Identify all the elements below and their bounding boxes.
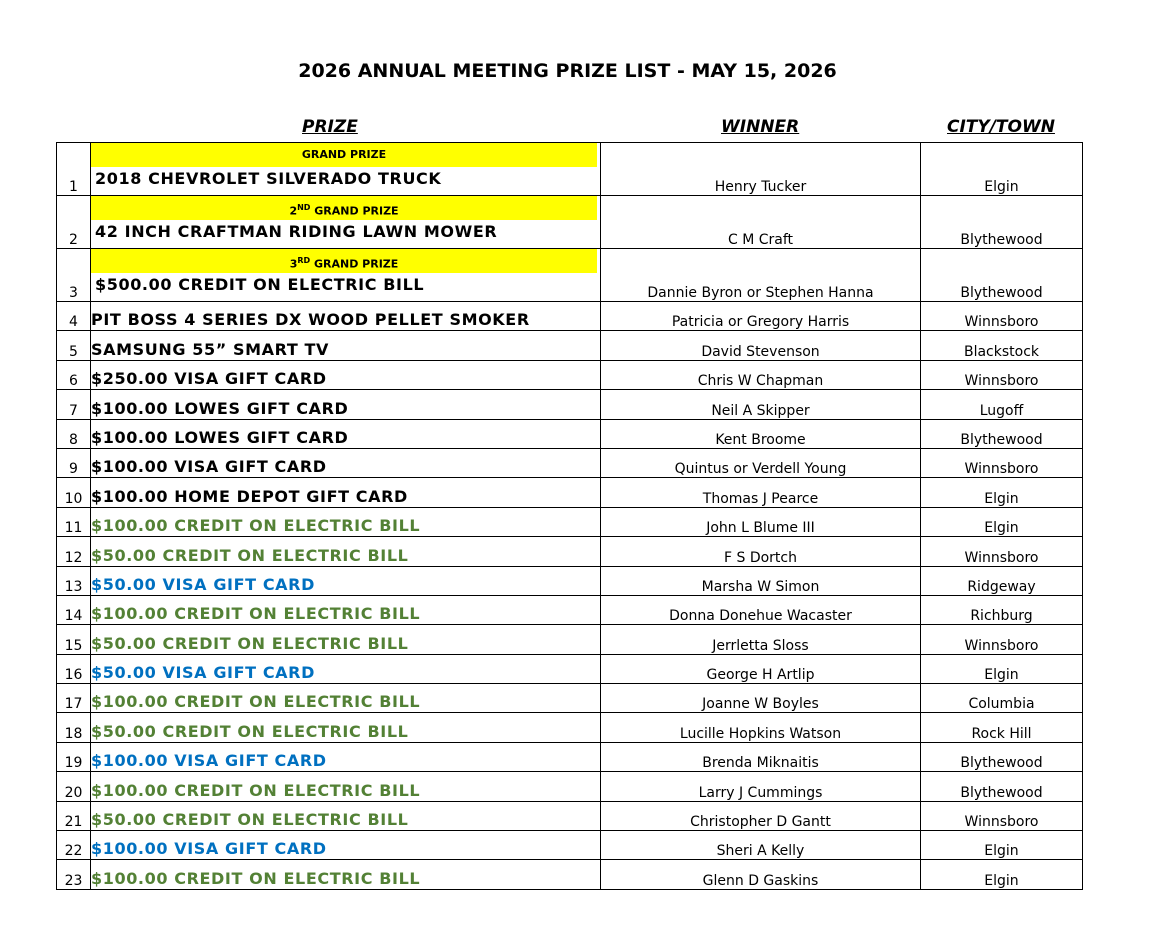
- prize-text: $100.00 CREDIT ON ELECTRIC BILL: [91, 692, 421, 712]
- row-number: 3: [57, 249, 91, 302]
- city-cell: Columbia: [921, 684, 1083, 713]
- row-number: 5: [57, 331, 91, 360]
- prize-cell: [91, 143, 601, 196]
- city-column-header: CITY/TOWN: [947, 117, 1055, 137]
- grand-prize-banner: GRAND PRIZE: [91, 143, 597, 167]
- prize-text: $100.00 VISA GIFT CARD: [91, 457, 327, 477]
- row-number: 16: [57, 654, 91, 683]
- winner-column-header: WINNER: [721, 117, 800, 137]
- prize-cell: [91, 249, 601, 302]
- prize-text: PIT BOSS 4 SERIES DX WOOD PELLET SMOKER: [91, 310, 530, 330]
- prize-cell: [91, 772, 601, 801]
- city-cell: Blythewood: [921, 196, 1083, 249]
- winner-cell: Christopher D Gantt: [601, 801, 921, 830]
- winner-cell: Henry Tucker: [601, 143, 921, 196]
- table-row: [57, 302, 1083, 331]
- prize-text: $50.00 CREDIT ON ELECTRIC BILL: [91, 721, 409, 741]
- winner-cell: Brenda Miknaitis: [601, 742, 921, 771]
- row-number: 2: [57, 196, 91, 249]
- city-cell: Elgin: [921, 478, 1083, 507]
- table-row: [57, 249, 1083, 302]
- row-number: 14: [57, 595, 91, 624]
- city-cell: Blythewood: [921, 742, 1083, 771]
- winner-cell: Patricia or Gregory Harris: [601, 302, 921, 331]
- prize-cell: [91, 831, 601, 860]
- row-number: 18: [57, 713, 91, 742]
- prize-cell: [91, 595, 601, 624]
- prize-text: 42 INCH CRAFTMAN RIDING LAWN MOWER: [95, 222, 498, 241]
- row-number: 6: [57, 360, 91, 389]
- table-row: [57, 419, 1083, 448]
- city-cell: Winnsboro: [921, 625, 1083, 654]
- table-row: [57, 595, 1083, 624]
- row-number: 19: [57, 742, 91, 771]
- table-row: [57, 566, 1083, 595]
- table-row: [57, 625, 1083, 654]
- row-number: 4: [57, 302, 91, 331]
- prize-cell: [91, 302, 601, 331]
- city-cell: Richburg: [921, 595, 1083, 624]
- city-cell: Ridgeway: [921, 566, 1083, 595]
- prize-text: $50.00 CREDIT ON ELECTRIC BILL: [91, 810, 409, 830]
- row-number: 8: [57, 419, 91, 448]
- winner-cell: Dannie Byron or Stephen Hanna: [601, 249, 921, 302]
- prize-cell: [91, 742, 601, 771]
- prize-text: $50.00 CREDIT ON ELECTRIC BILL: [91, 633, 409, 653]
- winner-cell: Larry J Cummings: [601, 772, 921, 801]
- city-cell: Lugoff: [921, 390, 1083, 419]
- prize-text: $100.00 HOME DEPOT GIFT CARD: [91, 486, 408, 506]
- table-row: [57, 684, 1083, 713]
- table-row: [57, 801, 1083, 830]
- row-number: 21: [57, 801, 91, 830]
- table-row: [57, 360, 1083, 389]
- winner-cell: Kent Broome: [601, 419, 921, 448]
- city-cell: Elgin: [921, 143, 1083, 196]
- city-cell: Winnsboro: [921, 801, 1083, 830]
- winner-cell: Glenn D Gaskins: [601, 860, 921, 889]
- table-row: [57, 331, 1083, 360]
- prize-cell: [91, 537, 601, 566]
- prize-text: $100.00 LOWES GIFT CARD: [91, 427, 349, 447]
- prize-cell: [91, 390, 601, 419]
- prize-text: $50.00 CREDIT ON ELECTRIC BILL: [91, 545, 409, 565]
- winner-cell: Lucille Hopkins Watson: [601, 713, 921, 742]
- prize-cell: [91, 654, 601, 683]
- city-cell: Winnsboro: [921, 448, 1083, 477]
- city-cell: Winnsboro: [921, 537, 1083, 566]
- winner-cell: Joanne W Boyles: [601, 684, 921, 713]
- row-number: 22: [57, 831, 91, 860]
- prize-cell: [91, 419, 601, 448]
- winner-cell: C M Craft: [601, 196, 921, 249]
- prize-text: $100.00 VISA GIFT CARD: [91, 751, 327, 771]
- prize-cell: [91, 713, 601, 742]
- winner-cell: David Stevenson: [601, 331, 921, 360]
- row-number: 11: [57, 507, 91, 536]
- winner-cell: George H Artlip: [601, 654, 921, 683]
- table-row: [57, 507, 1083, 536]
- row-number: 20: [57, 772, 91, 801]
- row-number: 13: [57, 566, 91, 595]
- table-row: [57, 143, 1083, 196]
- table-row: [57, 831, 1083, 860]
- table-row: [57, 390, 1083, 419]
- city-cell: Blythewood: [921, 419, 1083, 448]
- row-number: 10: [57, 478, 91, 507]
- prize-text: $50.00 VISA GIFT CARD: [91, 574, 315, 594]
- winner-cell: Marsha W Simon: [601, 566, 921, 595]
- table-row: [57, 742, 1083, 771]
- prize-text: $100.00 CREDIT ON ELECTRIC BILL: [91, 516, 421, 536]
- second-grand-prize-banner: 2ND GRAND PRIZE: [91, 196, 597, 220]
- row-number: 9: [57, 448, 91, 477]
- prize-text: $250.00 VISA GIFT CARD: [91, 369, 327, 389]
- row-number: 15: [57, 625, 91, 654]
- prize-cell: [91, 684, 601, 713]
- prize-text: $100.00 CREDIT ON ELECTRIC BILL: [91, 780, 421, 800]
- city-cell: Blythewood: [921, 249, 1083, 302]
- winner-cell: F S Dortch: [601, 537, 921, 566]
- prize-cell: [91, 860, 601, 889]
- prize-cell: [91, 625, 601, 654]
- row-number: 17: [57, 684, 91, 713]
- prize-text: 2018 CHEVROLET SILVERADO TRUCK: [95, 169, 442, 188]
- winner-cell: Thomas J Pearce: [601, 478, 921, 507]
- table-row: [57, 713, 1083, 742]
- prize-cell: [91, 331, 601, 360]
- prize-cell: [91, 566, 601, 595]
- prize-table: [56, 142, 1083, 890]
- prize-cell: [91, 360, 601, 389]
- winner-cell: Sheri A Kelly: [601, 831, 921, 860]
- table-row: [57, 537, 1083, 566]
- city-cell: Elgin: [921, 831, 1083, 860]
- winner-cell: Donna Donehue Wacaster: [601, 595, 921, 624]
- prize-text: $50.00 VISA GIFT CARD: [91, 663, 315, 683]
- table-row: [57, 196, 1083, 249]
- prize-text: $100.00 CREDIT ON ELECTRIC BILL: [91, 868, 421, 888]
- prize-column-header: PRIZE: [302, 117, 358, 137]
- row-number: 12: [57, 537, 91, 566]
- page-title: 2026 ANNUAL MEETING PRIZE LIST - MAY 15, 2026: [298, 60, 837, 82]
- table-row: [57, 448, 1083, 477]
- prize-text: $100.00 VISA GIFT CARD: [91, 839, 327, 859]
- prize-cell: [91, 507, 601, 536]
- row-number: 7: [57, 390, 91, 419]
- city-cell: Rock Hill: [921, 713, 1083, 742]
- city-cell: Elgin: [921, 507, 1083, 536]
- prize-cell: [91, 448, 601, 477]
- table-row: [57, 654, 1083, 683]
- city-cell: Winnsboro: [921, 302, 1083, 331]
- city-cell: Winnsboro: [921, 360, 1083, 389]
- city-cell: Blythewood: [921, 772, 1083, 801]
- row-number: 1: [57, 143, 91, 196]
- city-cell: Blackstock: [921, 331, 1083, 360]
- table-row: [57, 478, 1083, 507]
- winner-cell: John L Blume III: [601, 507, 921, 536]
- prize-cell: [91, 196, 601, 249]
- prize-text: $100.00 LOWES GIFT CARD: [91, 398, 349, 418]
- table-row: [57, 772, 1083, 801]
- winner-cell: Quintus or Verdell Young: [601, 448, 921, 477]
- prize-text: SAMSUNG 55” SMART TV: [91, 339, 329, 359]
- prize-text: $500.00 CREDIT ON ELECTRIC BILL: [95, 275, 425, 294]
- winner-cell: Chris W Chapman: [601, 360, 921, 389]
- prize-cell: [91, 801, 601, 830]
- prize-text: $100.00 CREDIT ON ELECTRIC BILL: [91, 604, 421, 624]
- city-cell: Elgin: [921, 654, 1083, 683]
- prize-cell: [91, 478, 601, 507]
- winner-cell: Neil A Skipper: [601, 390, 921, 419]
- third-grand-prize-banner: 3RD GRAND PRIZE: [91, 249, 597, 273]
- table-row: [57, 860, 1083, 889]
- winner-cell: Jerrletta Sloss: [601, 625, 921, 654]
- city-cell: Elgin: [921, 860, 1083, 889]
- row-number: 23: [57, 860, 91, 889]
